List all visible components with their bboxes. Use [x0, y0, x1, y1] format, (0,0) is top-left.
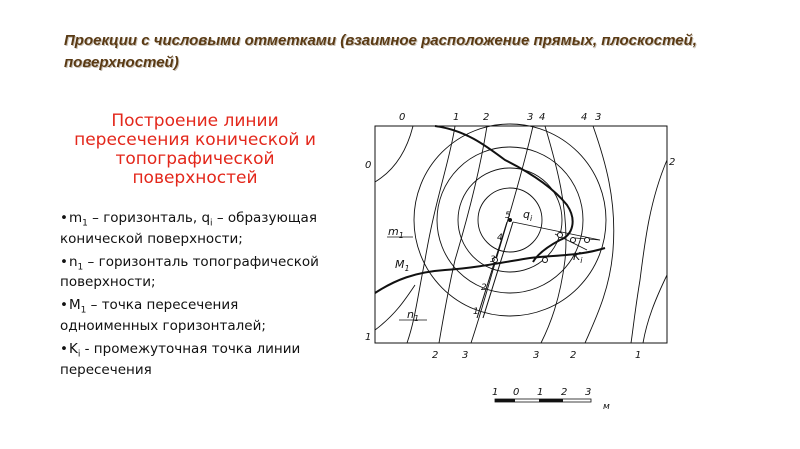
label-n1: $n_1$ — [407, 308, 420, 323]
bullet-term-sub: 1 — [80, 306, 87, 317]
bullet-text: - промежуточная точка линии пересечения — [60, 341, 301, 378]
generatrix-label-3: 3 — [490, 255, 496, 265]
bullet-text2: – образующая конической поверхности; — [60, 210, 317, 247]
slide-title: Проекции с числовыми отметками (взаимное расположение прямых, плоскостей, поверхностей) — [64, 32, 697, 71]
generatrix-label-2: 2 — [481, 283, 487, 293]
generatrix-label-5: 5 — [505, 211, 511, 221]
diagram-frame — [375, 126, 667, 343]
terrain-contours — [375, 126, 667, 343]
scale-bar-segment-1 — [495, 399, 515, 402]
bullet-term-sub2: i — [210, 218, 213, 229]
bullet-term: n — [68, 253, 78, 270]
bullet-dot: • — [60, 253, 68, 270]
left-label-0: 0 — [365, 160, 372, 171]
top-label-4b: 4 — [581, 112, 588, 123]
terrain-contour-1a — [407, 126, 455, 343]
bottom-label-3a: 3 — [462, 350, 469, 361]
scale-unit: м — [603, 402, 610, 412]
bullet-list — [60, 211, 330, 386]
top-label-3b: 3 — [595, 112, 602, 123]
scale-tick-label-1: 1 — [537, 387, 544, 398]
scale-bar-segment-2 — [539, 399, 563, 402]
bottom-label-2b: 2 — [570, 350, 577, 361]
terrain-contour-2b — [631, 160, 667, 343]
top-label-1: 1 — [453, 112, 460, 123]
bullet-dot: • — [60, 297, 68, 314]
point-aux-3 — [543, 258, 548, 263]
scale-tick-label-neg1: 1 — [492, 387, 499, 398]
left-label-1: 1 — [365, 332, 372, 343]
generatrix-label-1: 1 — [473, 307, 479, 317]
right-label-2: 2 — [669, 157, 676, 168]
bullet-n1 — [60, 255, 330, 291]
bullet-dot: • — [60, 210, 68, 226]
scale-tick-label-2: 2 — [561, 387, 568, 398]
scale-tick-label-3: 3 — [585, 387, 592, 398]
intersection-diagram — [355, 100, 695, 420]
bullet-text: – горизонталь топографической поверхности; — [60, 253, 319, 291]
label-m1: $m_1$ — [388, 225, 404, 240]
bullet-m1 — [60, 211, 330, 247]
terrain-contour-1c — [643, 275, 667, 343]
top-label-0: 0 — [399, 112, 406, 123]
bullet-term: M — [68, 297, 81, 314]
point-aux-1 — [558, 233, 563, 238]
bullet-term-sub: i — [77, 349, 81, 360]
terrain-contour-3b — [585, 126, 614, 343]
bullet-text: – горизонталь, q — [87, 210, 211, 226]
label-Ki: $K_i$ — [573, 250, 583, 265]
bottom-label-1: 1 — [635, 350, 642, 361]
top-label-3: 3 — [527, 112, 534, 123]
bullet-term-sub: 1 — [77, 262, 84, 273]
bullet-text: – точка пересечения одноименных горизонталей; — [60, 297, 266, 335]
scale-bar — [492, 387, 610, 412]
point-Ki — [585, 238, 590, 243]
generatrix-label-4: 4 — [497, 233, 503, 243]
bullet-term: K — [68, 341, 78, 358]
terrain-contour-0 — [375, 126, 413, 182]
label-qi: $q_i$ — [523, 208, 533, 223]
construction-lines — [513, 222, 600, 250]
bullet-term: m — [68, 210, 83, 226]
section-heading: Построение линии пересечения конической и топографической поверхностей — [74, 111, 316, 188]
bullet-term-sub: 1 — [82, 218, 88, 229]
top-label-4a: 4 — [539, 112, 546, 123]
bottom-label-2a: 2 — [432, 350, 439, 361]
bullet-M1 — [60, 298, 330, 334]
bottom-label-3b: 3 — [533, 350, 540, 361]
point-aux-2 — [571, 238, 576, 243]
scale-tick-label-0: 0 — [513, 387, 520, 398]
bullet-Ki — [60, 342, 330, 378]
bullet-dot: • — [60, 341, 68, 358]
intersection-line — [435, 126, 573, 262]
top-label-2: 2 — [483, 112, 490, 123]
label-M1: $M_1$ — [395, 258, 410, 273]
